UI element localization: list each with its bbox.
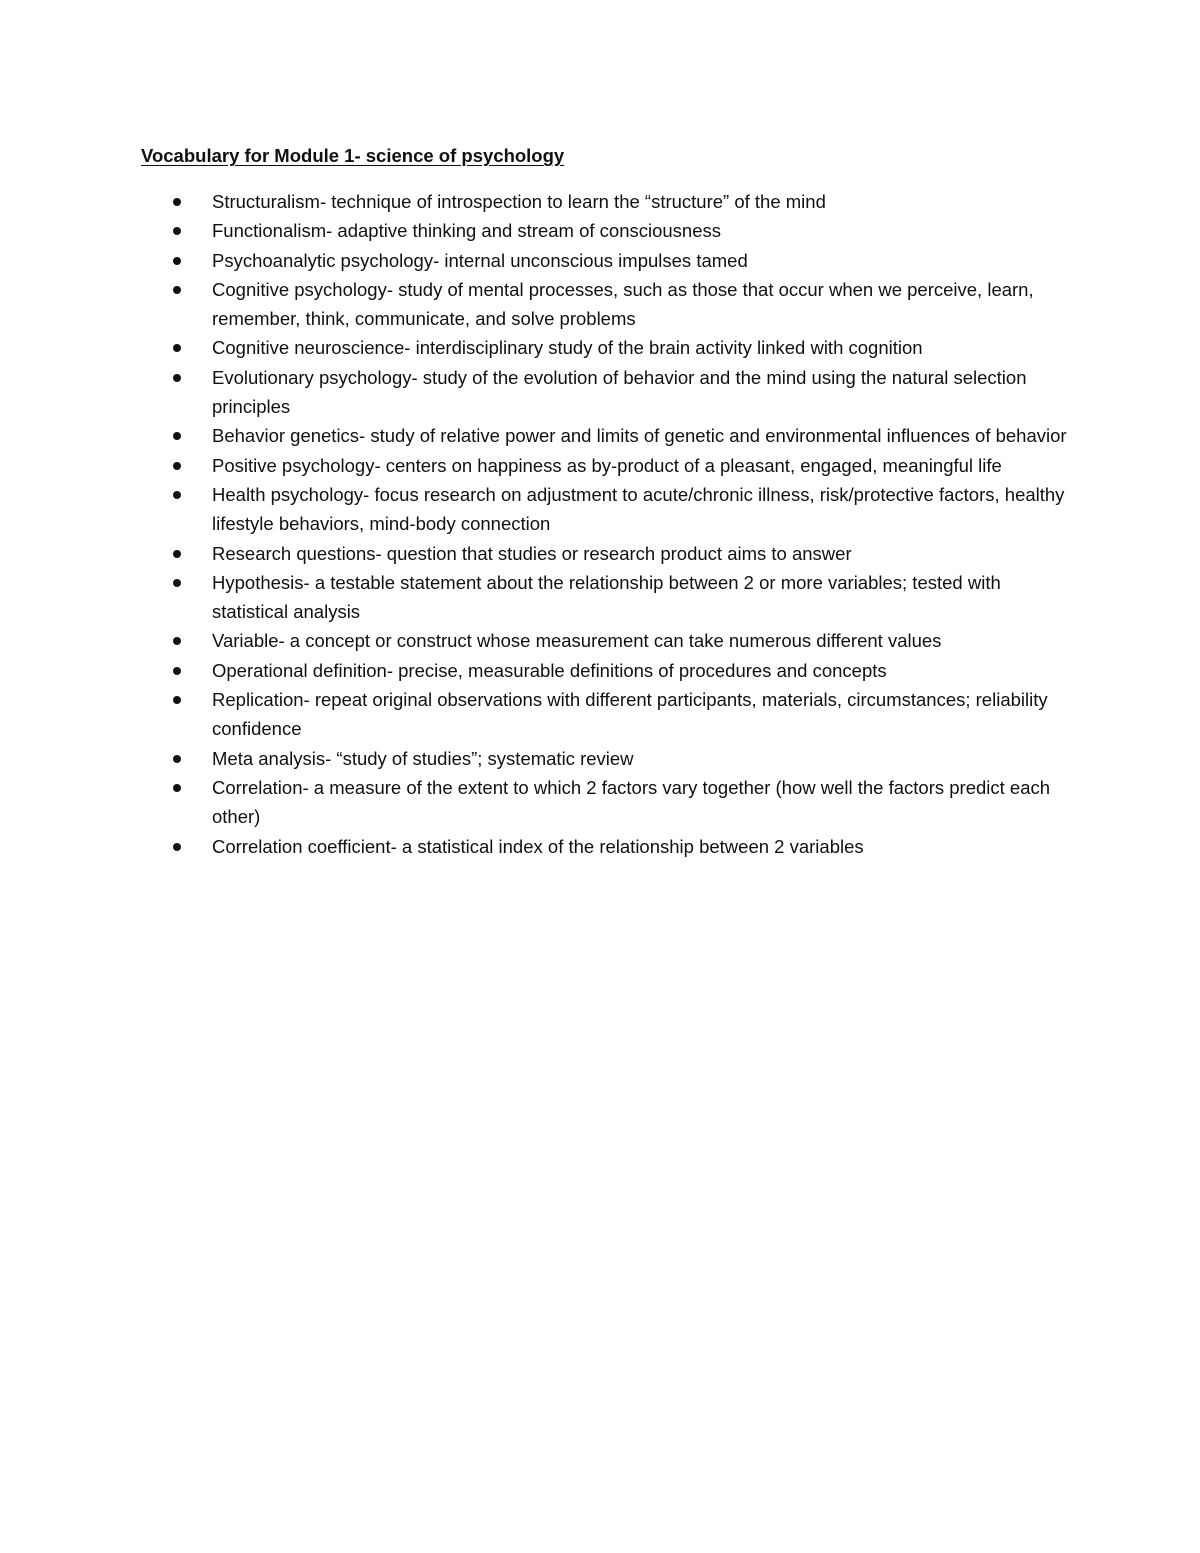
list-item [212,744,1072,773]
list-item-text: Meta analysis- “study of studies”; systematic review [212,747,634,769]
list-item-text: Cognitive psychology- study of mental processes, such as those that occur when we perceive, learn, remember, think, communicate, and solve problems [212,278,1034,330]
list-item [212,275,1072,334]
document-title: Vocabulary for Module 1- science of psychology [141,145,565,166]
list-item [212,539,1072,568]
bullet-icon [173,344,181,352]
list-item-text: Replication- repeat original observations with different participants, materials, circumstances; reliability confidence [212,689,1048,740]
list-item [212,187,1072,216]
list-item [212,421,1072,450]
list-item-text: Health psychology- focus research on adjustment to acute/chronic illness, risk/protective factors, healthy lifestyle behaviors, mind-body connection [212,483,1065,535]
bullet-icon [173,257,181,265]
list-item [212,656,1072,685]
list-item [212,773,1072,832]
list-item [212,832,1072,861]
list-item-text: Correlation coefficient- a statistical index of the relationship between 2 variables [212,835,864,857]
list-item-text: Operational definition- precise, measurable definitions of procedures and concepts [212,659,887,681]
list-item [212,626,1072,655]
list-item-text: Structuralism- technique of introspection to learn the “structure” of the mind [212,191,826,212]
list-item-text: Positive psychology- centers on happiness as by-product of a pleasant, engaged, meaningful life [212,454,1002,476]
bullet-icon [173,550,181,558]
list-item-text: Variable- a concept or construct whose measurement can take numerous different values [212,630,942,652]
list-item [212,685,1072,744]
bullet-icon [173,784,181,792]
bullet-icon [173,696,181,704]
bullet-icon [173,432,181,440]
list-item [212,568,1072,627]
bullet-icon [173,637,181,645]
list-item-text: Correlation- a measure of the extent to which 2 factors vary together (how well the factors predict each other) [212,776,1051,828]
list-item [212,480,1072,539]
list-item [212,216,1072,245]
bullet-icon [173,198,181,206]
list-item [212,246,1072,275]
list-item [212,363,1072,422]
list-item-text: Cognitive neuroscience- interdisciplinary study of the brain activity linked with cognition [212,337,923,359]
vocabulary-list [212,187,1072,861]
bullet-icon [173,667,181,675]
list-item-text: Hypothesis- a testable statement about the relationship between 2 or more variables; tested with statistical analysis [212,571,1001,623]
list-item-text: Evolutionary psychology- study of the evolution of behavior and the mind using the natural selection principles [212,366,1027,418]
bullet-icon [173,286,181,294]
list-item-text: Behavior genetics- study of relative power and limits of genetic and environmental influences of behavior [212,425,1067,447]
bullet-icon [173,374,181,382]
list-item [212,333,1072,362]
list-item-text: Research questions- question that studies or research product aims to answer [212,542,852,564]
bullet-icon [173,843,181,851]
bullet-icon [173,579,181,587]
list-item-text: Psychoanalytic psychology- internal unconscious impulses tamed [212,249,748,271]
list-item [212,451,1072,480]
bullet-icon [173,491,181,499]
bullet-icon [173,462,181,470]
bullet-icon [173,227,181,235]
bullet-icon [173,755,181,763]
list-item-text: Functionalism- adaptive thinking and stream of consciousness [212,220,722,242]
